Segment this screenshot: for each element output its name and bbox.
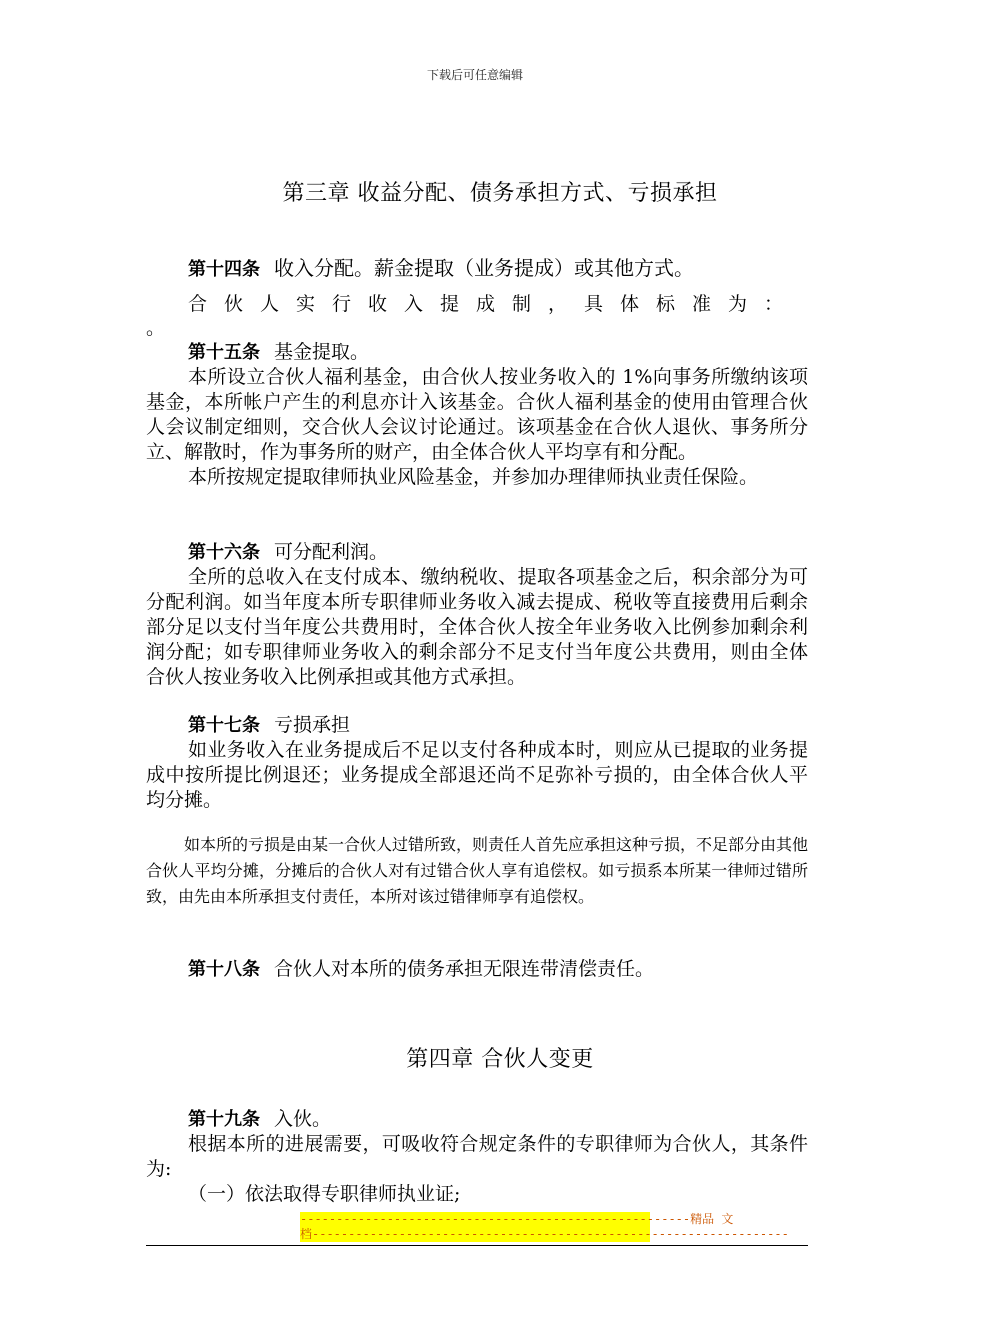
- footer-line1: ------------------------------------------------------精品 文: [300, 1212, 734, 1226]
- article-14-title: 收入分配。薪金提取（业务提成）或其他方式。: [274, 256, 694, 280]
- article-19-head: 第十九条: [188, 1109, 260, 1130]
- article-15-head: 第十五条: [188, 342, 260, 363]
- header-note: 下载后可任意编辑: [426, 68, 523, 82]
- chapter4-title: 第四章 合伙人变更: [406, 1047, 594, 1072]
- article-17-para2-block: [146, 832, 808, 910]
- article-16-para1: 全所的总收入在支付成本、缴纳税收、提取各项基金之后，积余部分为可分配利润。如当年度本所专职律师业务收入减去提成、税收等直接费用后剩余部分足以支付当年度公共费用时，全体合伙人按全年业务收入比例参加剩余利润分配；如专职律师业务收入的剩余部分不足支付当年度公共费用，则由全体合伙人按业务收入比例承担或其他方式承担。: [146, 566, 808, 688]
- article-18: [146, 957, 808, 982]
- article-16: [146, 540, 808, 690]
- footer-line2: 档------------------------------------------------------------------: [300, 1227, 789, 1241]
- article-16-head: 第十六条: [188, 542, 260, 563]
- article-15-para1: 本所设立合伙人福利基金，由合伙人按业务收入的 1%向事务所缴纳该项基金，本所帐户产生的利息亦计入该基金。合伙人福利基金的使用由管理合伙人会议制定细则，交合伙人会议讨论通过。该项基金在合伙人退伙、事务所分立、解散时，作为事务所的财产，由全体合伙人平均享有和分配。: [146, 366, 808, 463]
- article-19: [146, 1107, 808, 1207]
- article-19-title: 入伙。: [274, 1108, 332, 1130]
- article-18-title: 合伙人对本所的债务承担无限连带清偿责任。: [274, 958, 655, 980]
- article-14: [146, 254, 808, 338]
- chapter3-title: 第三章 收益分配、债务承担方式、亏损承担: [282, 181, 718, 206]
- article-18-head: 第十八条: [188, 959, 260, 980]
- article-14-line2: 合伙人实行收入提成制，具体标准为：: [188, 293, 801, 315]
- article-17-para1: 如业务收入在业务提成后不足以支付各种成本时，则应从已提取的业务提成中按所提比例退还；业务提成全部退还尚不足弥补亏损的，由全体合伙人平均分摊。: [146, 739, 808, 811]
- article-16-title: 可分配利润。: [274, 541, 389, 563]
- article-14-line3: 。: [146, 317, 166, 339]
- article-17-head: 第十七条: [188, 715, 260, 736]
- article-15-para2: 本所按规定提取律师执业风险基金，并参加办理律师执业责任保险。: [188, 466, 759, 488]
- article-17-para2: 如本所的亏损是由某一合伙人过错所致，则责任人首先应承担这种亏损，不足部分由其他合伙人平均分摊，分摊后的合伙人对有过错合伙人享有追偿权。如亏损系本所某一律师过错所致，由先由本所承担支付责任，本所对该过错律师享有追偿权。: [146, 835, 809, 906]
- article-17: [146, 713, 808, 813]
- article-17-title: 亏损承担: [274, 714, 351, 736]
- footer-watermark: [300, 1212, 789, 1242]
- footer-divider: [146, 1245, 808, 1246]
- article-15-title: 基金提取。: [274, 341, 370, 363]
- article-14-head: 第十四条: [188, 259, 260, 280]
- article-19-para1: 根据本所的进展需要，可吸收符合规定条件的专职律师为合伙人，其条件为:: [146, 1133, 808, 1180]
- article-15: [146, 340, 808, 490]
- article-19-item1: （一）依法取得专职律师执业证;: [188, 1183, 461, 1205]
